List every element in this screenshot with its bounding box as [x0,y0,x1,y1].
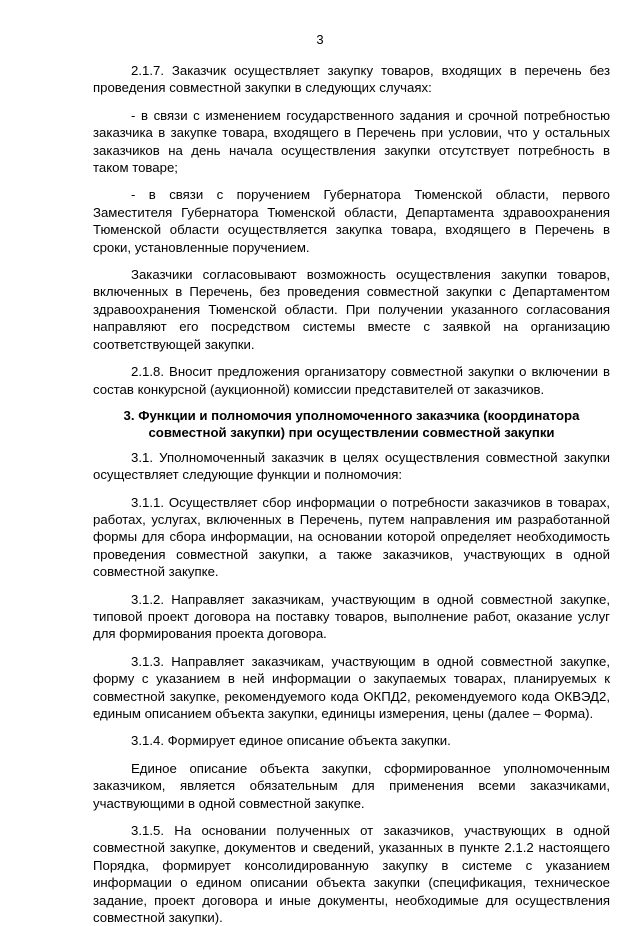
paragraph-unified-description: Единое описание объекта закупки, сформированное уполномоченным заказчиком, является обязательным для применения всеми заказчиками, участвующими в одной совместной закупке. [93,760,610,811]
paragraph-3-1-3: 3.1.3. Направляет заказчикам, участвующим в одной совместной закупке, форму с указанием в ней информации о закупаемых товарах, планируемых к совместной закупке, рекомендуемого кода ОКПД2, рекомендуемого кода ОКВЭД2, единым описанием объекта закупки, единицы измерения, цены (далее – Форма). [93,653,610,721]
section-heading [93,407,610,442]
paragraph-3-1-5: 3.1.5. На основании полученных от заказчиков, участвующих в одной совместной закупке, документов и сведений, указанных в пункте 2.1.2 настоящего Порядка, формирует консолидированную закупку в системе с указанием информации о едином описании объекта закупки (спецификация, техническое задание, проект договора и иные документы, необходимые для осуществления совместной закупки). [93,823,610,926]
paragraph-agreement: Заказчики согласовывают возможность осуществления закупки товаров, включенных в Перечень, без проведения совместной закупки с Департаментом здравоохранения Тюменской области. При получении указанного согласования направляют его посредством системы вместе с заявкой на организацию соответствующей закупки. [93,267,610,352]
paragraph-3-1-1: 3.1.1. Осуществляет сбор информации о потребности заказчиков в товарах, работах, услугах, включенных в Перечень, путем направления им разработанной формы для сбора информации, на основании которой определяет необходимость проведения совместной закупки, а также заказчиков, участвующих в одной совместной закупке. [93,494,610,580]
section-heading-line-1: 3. Функции и полномочия уполномоченного заказчика (координатора [123,407,580,423]
page-number: 3 [316,32,324,47]
paragraph-3-1: 3.1. Уполномоченный заказчик в целях осуществления совместной закупки осуществляет следующие функции и полномочия: [93,449,610,483]
paragraph-3-1-4: 3.1.4. Формирует единое описание объекта закупки. [131,733,451,749]
paragraph-2-1-7: 2.1.7. Заказчик осуществляет закупку товаров, входящих в перечень без проведения совместной закупки в следующих случаях: [93,63,610,96]
paragraph-case-1: - в связи с изменением государственного задания и срочной потребностью заказчика в закупке товара, входящего в Перечень при условии, что у остальных заказчиков на день начала осуществления закупки отсутствует потребность в таком товаре; [93,107,610,176]
paragraph-case-2: - в связи с поручением Губернатора Тюменской области, первого Заместителя Губернатора Тюменской области, Департамента здравоохранения Тюменской области осуществляется закупка товара, входящего в Перечень в сроки, установленные поручением. [93,187,610,255]
paragraph-3-1-2: 3.1.2. Направляет заказчикам, участвующим в одной совместной закупке, типовой проект договора на поставку товаров, выполнение работ, оказание услуг для формирования проекта договора. [93,591,610,642]
paragraph-2-1-8: 2.1.8. Вносит предложения организатору совместной закупки о включении в состав конкурсной (аукционной) комиссии представителей от заказчиков. [93,364,610,397]
document-body [93,62,610,926]
section-heading-line-2: совместной закупки) при осуществлении совместной закупки [148,425,555,441]
